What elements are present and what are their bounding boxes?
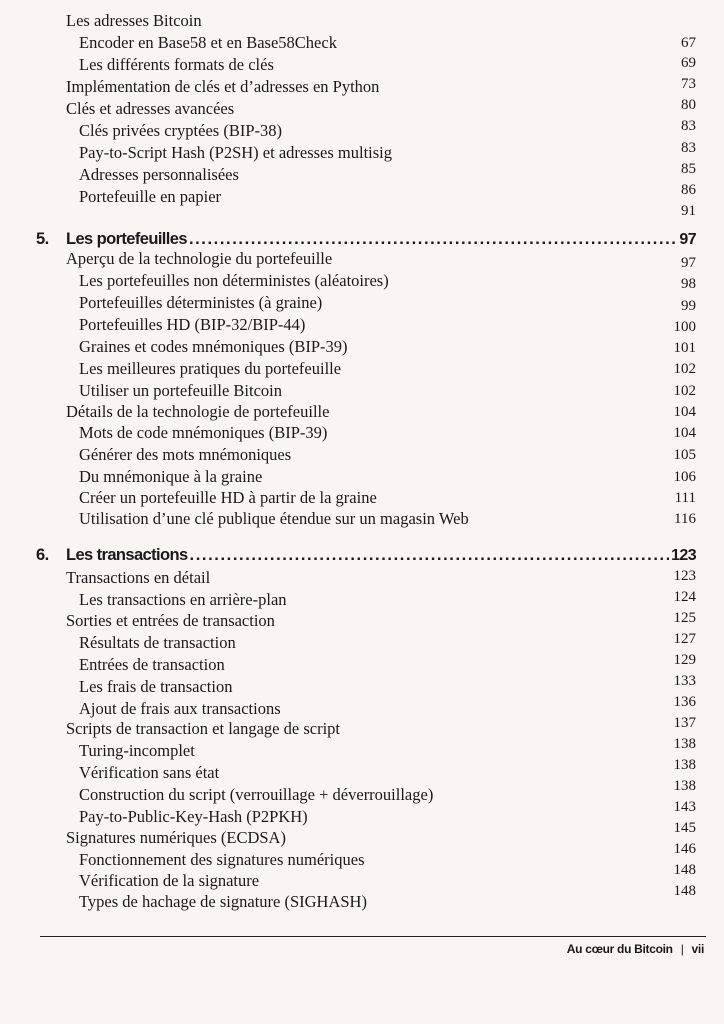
toc-page-number: 123 <box>673 568 696 584</box>
toc-entry: Générer des mots mnémoniques <box>79 445 292 464</box>
toc-page-number: 129 <box>673 652 696 668</box>
toc-entry: Turing-incomplet <box>79 741 195 760</box>
toc-page-number: 98 <box>681 276 696 292</box>
toc-section-title: Détails de la technologie de portefeuille <box>66 402 330 421</box>
toc-page-number: 73 <box>681 76 696 92</box>
footer-separator: | <box>680 942 684 956</box>
toc-entry: Construction du script (verrouillage + déverrouillage) <box>79 785 434 804</box>
toc-section-title: Clés et adresses avancées <box>66 99 235 118</box>
toc-page-number: 91 <box>681 203 696 219</box>
toc-page-number: 97 <box>681 255 696 271</box>
toc-section-title: Signatures numériques (ECDSA) <box>66 828 286 847</box>
toc-page-number: 148 <box>673 862 696 878</box>
toc-page-number: 148 <box>673 883 696 899</box>
toc-entry: Portefeuilles HD (BIP-32/BIP-44) <box>79 315 306 334</box>
toc-page-number: 80 <box>681 97 696 113</box>
toc-page-number: 124 <box>673 589 696 605</box>
chapter-number: 5. <box>36 230 49 248</box>
toc-page-number: 145 <box>673 820 696 836</box>
toc-page-number: 85 <box>681 161 696 177</box>
toc-page-number: 143 <box>673 799 696 815</box>
toc-entry: Fonctionnement des signatures numériques <box>79 850 365 869</box>
toc-entry: Les différents formats de clés <box>79 55 274 74</box>
toc-page-number: 146 <box>673 841 696 857</box>
dot-leader <box>190 542 670 568</box>
toc-page-number: 138 <box>673 736 696 752</box>
toc-page-number: 125 <box>673 610 696 626</box>
page-footer <box>567 942 704 956</box>
toc-page-number: 133 <box>673 673 696 689</box>
toc-page-number: 104 <box>673 404 696 420</box>
toc-page-number: 102 <box>673 383 696 399</box>
toc-page-number: 102 <box>673 361 696 377</box>
toc-section-title: Sorties et entrées de transaction <box>66 611 275 630</box>
toc-page-number: 138 <box>673 778 696 794</box>
toc-entry: Pay-to-Script Hash (P2SH) et adresses multisig <box>79 143 393 162</box>
toc-page-number: 99 <box>681 298 696 314</box>
toc-page-number: 101 <box>673 340 696 356</box>
toc-section-title: Les adresses Bitcoin <box>66 11 202 30</box>
toc-page-number: 83 <box>681 140 696 156</box>
toc-section-title: Scripts de transaction et langage de script <box>66 719 340 738</box>
toc-entry: Vérification de la signature <box>79 871 260 890</box>
toc-page-number: 127 <box>673 631 696 647</box>
toc-entry: Créer un portefeuille HD à partir de la graine <box>79 488 377 507</box>
toc-entry: Les frais de transaction <box>79 677 233 696</box>
toc-section-title: Transactions en détail <box>66 568 211 587</box>
toc-page-number: 106 <box>673 469 696 485</box>
toc-entry: Les portefeuilles non déterministes (aléatoires) <box>79 271 389 290</box>
toc-entry: Graines et codes mnémoniques (BIP-39) <box>79 337 348 356</box>
toc-section-title: Implémentation de clés et d’adresses en Python <box>66 77 380 96</box>
toc-page-number: 104 <box>673 425 696 441</box>
toc-page-number: 100 <box>673 319 696 335</box>
toc-entry: Résultats de transaction <box>79 633 236 652</box>
toc-entry: Adresses personnalisées <box>79 165 239 184</box>
folio-page-number: vii <box>691 942 704 956</box>
footer-rule <box>40 936 706 937</box>
toc-entry: Utilisation d’une clé publique étendue sur un magasin Web <box>79 509 469 528</box>
running-footer-title: Au cœur du Bitcoin <box>566 942 673 956</box>
toc-entry: Les transactions en arrière-plan <box>79 590 287 609</box>
toc-page-number: 136 <box>673 694 696 710</box>
toc-page-number: 111 <box>674 490 696 506</box>
toc-entry: Utiliser un portefeuille Bitcoin <box>79 381 282 400</box>
toc-entry: Vérification sans état <box>79 763 220 782</box>
toc-page-number: 83 <box>681 118 696 134</box>
toc-chapter-heading <box>36 542 696 568</box>
toc-entry: Encoder en Base58 et en Base58Check <box>79 33 337 52</box>
toc-page-number: 105 <box>673 447 696 463</box>
toc-entry: Mots de code mnémoniques (BIP-39) <box>79 423 328 442</box>
toc-page-number: 86 <box>681 182 696 198</box>
toc-entry: Portefeuille en papier <box>79 187 222 206</box>
chapter-page-number: 97 <box>679 231 696 248</box>
toc-page-number: 67 <box>681 35 696 51</box>
toc-page-number: 137 <box>673 715 696 731</box>
toc-entry: Portefeuilles déterministes (à graine) <box>79 293 323 312</box>
toc-entry: Pay-to-Public-Key-Hash (P2PKH) <box>79 807 308 826</box>
toc-entry: Clés privées cryptées (BIP-38) <box>79 121 282 140</box>
chapter-page-number: 123 <box>671 547 696 564</box>
toc-page-number: 69 <box>681 55 696 71</box>
chapter-number: 6. <box>36 546 49 564</box>
chapter-title: Les transactions <box>66 546 188 564</box>
toc-section-title: Aperçu de la technologie du portefeuille <box>66 249 333 268</box>
chapter-title: Les portefeuilles <box>66 230 187 248</box>
toc-entry: Les meilleures pratiques du portefeuille <box>79 359 342 378</box>
toc-entry: Du mnémonique à la graine <box>79 467 263 486</box>
toc-entry: Types de hachage de signature (SIGHASH) <box>79 892 367 911</box>
toc-entry: Entrées de transaction <box>79 655 225 674</box>
toc-entry: Ajout de frais aux transactions <box>79 699 281 718</box>
toc-page-number: 116 <box>674 511 696 527</box>
toc-page-number: 138 <box>673 757 696 773</box>
